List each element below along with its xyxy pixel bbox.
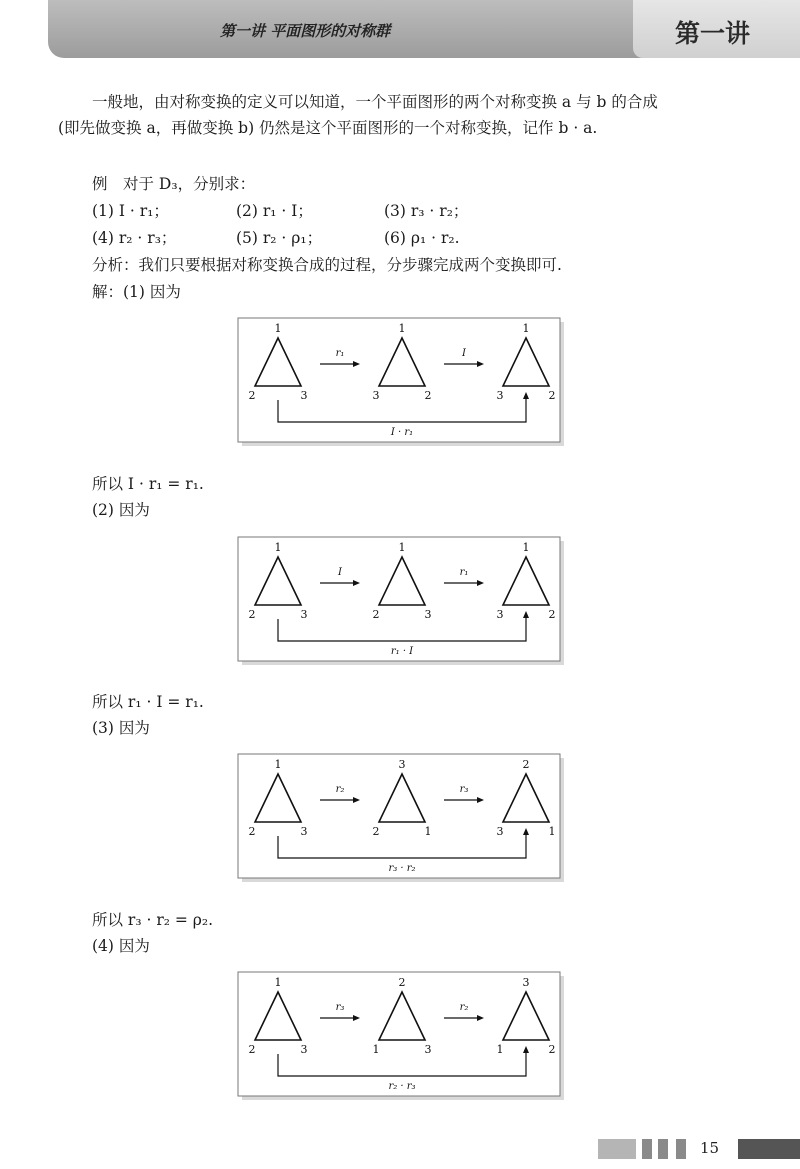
vertex-label-right: 2: [424, 389, 432, 402]
transform-label: r₁: [459, 567, 469, 578]
vertex-label-right: 3: [300, 608, 308, 621]
example-item-2: (2) r₁ · I；: [236, 202, 313, 220]
figure-frame: [238, 537, 560, 661]
vertex-label-top: 2: [398, 976, 406, 989]
vertex-label-top: 3: [398, 758, 406, 771]
vertex-label-left: 3: [496, 389, 504, 402]
page-number: 15: [700, 1139, 720, 1157]
vertex-label-top: 3: [522, 976, 530, 989]
vertex-label-right: 3: [300, 1043, 308, 1056]
vertex-label-top: 1: [274, 976, 282, 989]
example-item-1: (1) I · r₁；: [92, 202, 169, 220]
example-title: 例 对于 D₃，分别求：: [92, 175, 256, 193]
result-2: 所以 r₁ · I = r₁.: [92, 693, 204, 711]
figure-frame: [238, 972, 560, 1096]
vertex-label-left: 1: [496, 1043, 504, 1056]
result-3: 所以 r₃ · r₂ = ρ₂.: [92, 911, 214, 929]
composition-label: r₁ · I: [390, 646, 414, 657]
figure-svg: [236, 752, 566, 884]
chapter-tab-label: 第一讲: [675, 19, 751, 48]
composition-figure-3: [236, 752, 566, 884]
vertex-label-left: 2: [248, 1043, 256, 1056]
vertex-label-top: 2: [522, 758, 530, 771]
figure-svg: [236, 970, 566, 1102]
analysis-text: 分析：我们只要根据对称变换合成的过程，分步骤完成两个变换即可.: [92, 256, 562, 274]
footer-bar: [658, 1139, 668, 1159]
solution-step-3: (3) 因为: [92, 719, 150, 737]
vertex-label-right: 3: [300, 825, 308, 838]
result-1: 所以 I · r₁ = r₁.: [92, 475, 204, 493]
vertex-label-top: 1: [274, 322, 282, 335]
example-item-3: (3) r₃ · r₂；: [384, 202, 469, 220]
solution-step-1: 解：(1) 因为: [92, 283, 181, 301]
vertex-label-right: 1: [548, 825, 556, 838]
chapter-tab: [633, 0, 800, 58]
footer-bar: [642, 1139, 652, 1159]
figure-svg: [236, 316, 566, 448]
transform-label: I: [338, 567, 342, 578]
composition-label: r₃ · r₂: [388, 863, 416, 874]
transform-label: r₂: [459, 1002, 469, 1013]
example-item-4: (4) r₂ · r₃；: [92, 229, 177, 247]
composition-figure-4: [236, 970, 566, 1102]
transform-label: r₃: [335, 1002, 345, 1013]
vertex-label-right: 2: [548, 608, 556, 621]
vertex-label-right: 2: [548, 389, 556, 402]
paragraph-line-2: (即先做变换 a，再做变换 b) 仍然是这个平面图形的一个对称变换，记作 b · a.: [58, 119, 598, 137]
footer-bar: [676, 1139, 686, 1159]
transform-label: r₃: [459, 784, 469, 795]
vertex-label-top: 1: [522, 322, 530, 335]
transform-label: r₁: [335, 348, 345, 359]
figure-frame: [238, 318, 560, 442]
figure-svg: [236, 535, 566, 667]
vertex-label-left: 2: [372, 608, 380, 621]
page-header: [48, 0, 800, 58]
vertex-label-top: 1: [398, 322, 406, 335]
footer-bar: [598, 1139, 636, 1159]
vertex-label-left: 2: [372, 825, 380, 838]
composition-figure-2: [236, 535, 566, 667]
vertex-label-right: 1: [424, 825, 432, 838]
vertex-label-top: 1: [274, 758, 282, 771]
vertex-label-left: 3: [496, 608, 504, 621]
chapter-title: 第一讲 平面图形的对称群: [220, 22, 391, 40]
paragraph-line-1: 一般地，由对称变换的定义可以知道，一个平面图形的两个对称变换 a 与 b 的合成: [92, 93, 658, 111]
vertex-label-right: 3: [300, 389, 308, 402]
composition-figure-1: [236, 316, 566, 448]
solution-step-2: (2) 因为: [92, 501, 150, 519]
solution-step-4: (4) 因为: [92, 937, 150, 955]
vertex-label-right: 2: [548, 1043, 556, 1056]
composition-label: r₂ · r₃: [388, 1081, 416, 1092]
vertex-label-left: 3: [496, 825, 504, 838]
vertex-label-left: 3: [372, 389, 380, 402]
vertex-label-top: 1: [274, 541, 282, 554]
transform-label: I: [462, 348, 466, 359]
example-item-5: (5) r₂ · ρ₁；: [236, 229, 323, 247]
vertex-label-left: 1: [372, 1043, 380, 1056]
figure-frame: [238, 754, 560, 878]
composition-label: I · r₁: [390, 427, 414, 438]
transform-label: r₂: [335, 784, 345, 795]
vertex-label-left: 2: [248, 389, 256, 402]
vertex-label-top: 1: [522, 541, 530, 554]
vertex-label-top: 1: [398, 541, 406, 554]
vertex-label-right: 3: [424, 1043, 432, 1056]
footer-bar: [738, 1139, 800, 1159]
vertex-label-right: 3: [424, 608, 432, 621]
example-item-6: (6) ρ₁ · r₂.: [384, 229, 460, 247]
vertex-label-left: 2: [248, 608, 256, 621]
vertex-label-left: 2: [248, 825, 256, 838]
